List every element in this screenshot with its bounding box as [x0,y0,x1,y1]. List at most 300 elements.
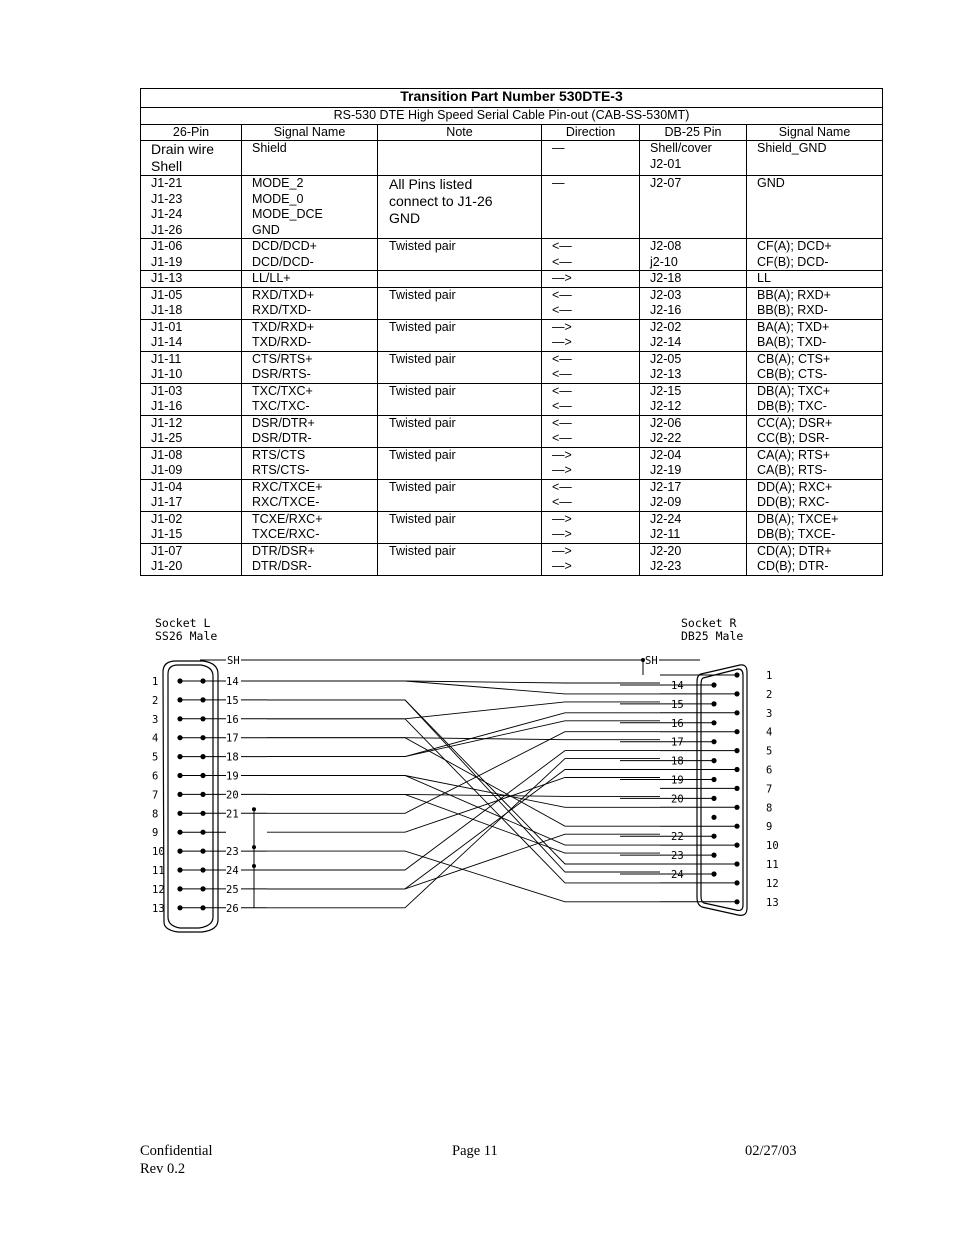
pin-26-line: J1-11 [151,351,182,366]
signal-name-2-line: DB(A); TXCE+ [757,511,839,526]
cell-pin-26 [141,383,242,415]
cell-direction [542,383,640,415]
right-row-number: 9 [766,821,773,834]
cell-note [378,176,542,239]
db25-pin-line: J2-06 [650,415,682,430]
left-bridge-dot [252,864,256,868]
cell-note [378,141,542,176]
direction-line: —> [552,543,572,558]
cell-pin-26 [141,479,242,511]
left-wire-label: 15 [226,694,239,707]
db25-pin-line: J2-03 [650,287,682,302]
column-header-note: Note [378,124,542,141]
pin-26-line: J1-21 [151,176,183,190]
direction-line: —> [552,271,572,285]
signal-name-line: GND [252,222,280,237]
cell-pin-26 [141,543,242,575]
cell-note [378,511,542,543]
table-row [141,141,883,176]
cell-signal-name-2 [747,511,883,543]
signal-name-line: TCXE/RXC+ [252,511,323,526]
cell-signal-name-2 [747,271,883,288]
signal-wire [267,681,660,683]
signal-name-2-line: CA(B); RTS- [757,463,827,477]
right-row-number: 6 [766,764,773,777]
note-line: Twisted pair [389,415,456,430]
table-row [141,271,883,288]
signal-name-2-line: Shield_GND [757,141,827,155]
column-header-signal-name-2: Signal Name [747,124,883,141]
cell-direction [542,141,640,176]
right-socket-title: Socket R [681,616,737,630]
signal-name-2-line: CD(A); DTR+ [757,543,832,558]
signal-name-line: DSR/DTR+ [252,415,315,430]
table-row [141,543,883,575]
signal-name-2-line: BA(A); TXD+ [757,319,830,334]
cell-signal-name [242,479,378,511]
left-row-number: 5 [152,751,159,764]
note-line: Twisted pair [389,351,456,366]
signal-name-2-line: CC(A); DSR+ [757,415,833,430]
cell-db25-pin [640,271,747,288]
direction-line: —> [552,527,572,541]
signal-name-line: RXC/TXCE- [252,495,320,509]
db25-pin-line: J2-22 [650,431,682,445]
shield-label-right: SH [645,655,658,667]
table-row [141,351,883,383]
left-wire-label: 19 [226,770,239,783]
cell-direction [542,479,640,511]
signal-name-line: TXCE/RXC- [252,527,320,541]
table-row [141,239,883,271]
cell-signal-name-2 [747,415,883,447]
signal-name-2-line: BB(A); RXD+ [757,287,831,302]
db25-pin-line: Shell/cover [650,141,712,155]
signal-wire [267,834,660,889]
table-row [141,447,883,479]
right-connector [697,665,747,915]
signal-name-line: RTS/CTS [252,447,306,462]
note-line: All Pins listed [389,176,473,192]
left-socket-subtitle: SS26 Male [155,629,218,643]
signal-name-line: MODE_2 [252,176,304,190]
cell-note [378,479,542,511]
signal-wire [267,778,660,833]
left-wire-label: 17 [226,732,239,745]
cell-note [378,543,542,575]
cell-signal-name-2 [747,176,883,239]
db25-pin-line: J2-05 [650,351,682,366]
left-wire-label: 16 [226,713,239,726]
cell-signal-name [242,141,378,176]
signal-name-line: DSR/DTR- [252,431,312,445]
left-wire-label: 26 [226,902,239,915]
left-row-number: 11 [152,865,165,877]
direction-line: <— [552,351,572,366]
direction-line: —> [552,319,572,334]
cell-pin-26 [141,319,242,351]
db25-pin-line: J2-18 [650,271,682,285]
left-row-number: 7 [152,789,159,802]
table-header-row [141,124,883,141]
direction-line: <— [552,367,572,381]
pin-26-line: J1-02 [151,511,183,526]
cell-pin-26 [141,511,242,543]
table-row [141,287,883,319]
signal-name-line: CTS/RTS+ [252,351,313,366]
pin-26-line: J1-18 [151,303,183,317]
cell-signal-name [242,271,378,288]
footer-revision: Rev 0.2 [140,1161,186,1177]
note-line: Twisted pair [389,319,456,334]
footer-date: 02/27/03 [745,1143,797,1159]
db25-pin-line: J2-02 [650,319,682,334]
cell-note [378,287,542,319]
cell-pin-26 [141,239,242,271]
note-line: Twisted pair [389,511,456,526]
signal-name-line: RXD/TXD- [252,303,312,317]
cell-direction [542,447,640,479]
signal-wire [267,776,660,808]
db25-pin-line: J2-13 [650,367,682,381]
db25-pin-line: J2-11 [650,527,681,541]
footer-confidential: Confidential [140,1143,213,1159]
cell-signal-name [242,511,378,543]
note-line: Twisted pair [389,447,456,462]
cell-signal-name-2 [747,447,883,479]
signal-name-2-line: DB(A); TXC+ [757,383,831,398]
cell-note [378,239,542,271]
pin-26-line: J1-25 [151,431,183,445]
cell-pin-26 [141,351,242,383]
column-header-db25-pin: DB-25 Pin [640,124,747,141]
cell-signal-name [242,383,378,415]
db25-pin-line: J2-07 [650,176,682,190]
signal-name-line: TXC/TXC- [252,399,310,413]
signal-wire [267,751,660,870]
signal-wire [267,700,660,872]
cell-signal-name-2 [747,239,883,271]
note-line: GND [389,210,421,226]
cell-direction [542,239,640,271]
cell-db25-pin [640,511,747,543]
right-wire-label: 14 [671,680,684,692]
pin-26-line: J1-10 [151,367,183,381]
note-line: Twisted pair [389,383,456,398]
cell-signal-name [242,351,378,383]
table-row [141,511,883,543]
right-socket-subtitle: DB25 Male [681,629,744,643]
pin-26-line: J1-17 [151,495,183,509]
pin-26-line: J1-26 [151,222,183,237]
pin-26-line: J1-01 [151,319,183,334]
direction-line: —> [552,511,572,526]
pin-26-line: J1-08 [151,447,183,462]
cell-signal-name [242,543,378,575]
signal-name-line: DCD/DCD- [252,254,314,269]
direction-line: <— [552,479,572,494]
left-wire-label: 18 [226,751,239,764]
shield-label-left: SH [227,655,240,667]
left-connector [163,661,218,932]
cell-direction [542,176,640,239]
table-body [141,141,883,576]
cell-note [378,415,542,447]
signal-name-line: TXD/RXD- [252,335,312,349]
cell-db25-pin [640,447,747,479]
db25-pin-line: J2-15 [650,383,682,398]
left-socket-title: Socket L [155,616,211,630]
cell-db25-pin [640,479,747,511]
cell-signal-name-2 [747,141,883,176]
right-wire-label: 24 [671,869,684,881]
footer-page-number: Page 11 [452,1143,498,1159]
cell-signal-name-2 [747,383,883,415]
pin-26-line: J1-14 [151,335,183,349]
table-row [141,415,883,447]
signal-name-2-line: LL [757,271,771,285]
right-wire-label: 16 [671,717,684,730]
cell-note [378,351,542,383]
column-header-direction: Direction [542,124,640,141]
pin-26-line: J1-04 [151,479,183,494]
cell-db25-pin [640,383,747,415]
db25-pin-line: J2-12 [650,399,682,413]
direction-line: <— [552,415,572,430]
cell-pin-26 [141,141,242,176]
direction-line: —> [552,335,572,349]
right-row-number: 3 [766,707,773,720]
signal-name-2-line: BB(B); RXD- [757,303,828,317]
right-wire-label: 20 [671,793,684,806]
cell-signal-name [242,239,378,271]
signal-wire [267,702,660,719]
direction-line: <— [552,287,572,302]
direction-line: <— [552,383,572,398]
db25-pin-line: J2-04 [650,447,682,462]
db25-pin-line: J2-20 [650,543,682,558]
footer-left [140,1142,213,1178]
db25-pin-line: J2-09 [650,495,682,509]
cell-note [378,383,542,415]
signal-name-line: TXC/TXC+ [252,383,313,398]
cell-signal-name-2 [747,479,883,511]
signal-wire [267,794,660,853]
signal-name-2-line: DD(B); RXC- [757,495,830,509]
signal-name-2-line: CC(B); DSR- [757,431,830,445]
signal-name-2-line: DD(A); RXC+ [757,479,833,494]
left-wire-label: 23 [226,846,239,859]
right-row-number: 10 [766,840,779,853]
db25-pin-line: J2-01 [650,156,682,171]
table-title: Transition Part Number 530DTE-3 [141,89,883,108]
right-row-number: 7 [766,783,773,796]
signal-name-line: DTR/DSR- [252,559,312,573]
cell-direction [542,543,640,575]
pin-26-line: J1-07 [151,543,183,558]
pin-26-line: Drain wire [151,141,215,157]
left-row-number: 4 [152,732,159,745]
pinout-table [140,88,883,576]
cell-note [378,447,542,479]
right-row-number: 2 [766,688,773,701]
right-wire-label: 17 [671,736,684,749]
signal-name-line: LL/LL+ [252,271,291,285]
wires [200,658,700,908]
signal-name-line: MODE_DCE [252,207,323,221]
cell-db25-pin [640,351,747,383]
pin-26-line: J1-20 [151,559,183,573]
direction-line: <— [552,399,572,413]
right-row-number: 8 [766,802,773,815]
direction-line: — [552,176,565,190]
right-row-number: 13 [766,896,779,909]
pin-26-line: J1-15 [151,527,183,541]
signal-name-line: DTR/DSR+ [252,543,315,558]
db25-pin-line: J2-23 [650,559,682,573]
cell-note [378,319,542,351]
db25-pin-line: J2-19 [650,463,682,477]
left-row-number: 6 [152,770,159,783]
cell-signal-name-2 [747,543,883,575]
signal-name-line: MODE_0 [252,191,304,206]
cell-direction [542,511,640,543]
signal-name-line: Shield [252,141,287,155]
cell-pin-26 [141,271,242,288]
table-subtitle: RS-530 DTE High Speed Serial Cable Pin-out (CAB-SS-530MT) [141,108,883,125]
cell-signal-name [242,447,378,479]
cell-direction [542,271,640,288]
table-row [141,176,883,239]
cell-signal-name [242,287,378,319]
pin-26-line: Shell [151,158,183,174]
signal-name-2-line: CD(B); DTR- [757,559,829,573]
signal-name-line: DSR/RTS- [252,367,311,381]
cell-direction [542,415,640,447]
pin-26-line: J1-05 [151,287,183,302]
signal-name-line: RXD/TXD+ [252,287,315,302]
column-header-signal-name: Signal Name [242,124,378,141]
pin-26-line: J1-19 [151,254,183,269]
signal-name-line: DCD/DCD+ [252,239,317,253]
wiring-diagram [140,610,800,935]
direction-line: <— [552,254,572,269]
cell-pin-26 [141,176,242,239]
left-bridge-dot [252,845,256,849]
pin-26-line: J1-09 [151,463,183,477]
signal-wire [267,700,660,864]
left-row-number: 8 [152,808,159,821]
table-row [141,479,883,511]
cell-signal-name [242,415,378,447]
direction-line: —> [552,447,572,462]
cell-pin-26 [141,287,242,319]
cell-note [378,271,542,288]
right-pin-dot [711,815,716,820]
right-wire-label: 15 [671,698,684,711]
direction-line: <— [552,495,572,509]
right-row-number: 11 [766,859,779,871]
cell-db25-pin [640,239,747,271]
left-row-number: 12 [152,883,165,896]
signal-wire [267,776,660,846]
signal-name-2-line: DB(B); TXCE- [757,527,836,541]
direction-line: — [552,141,565,155]
pin-26-line: J1-24 [151,207,183,221]
cell-signal-name [242,319,378,351]
signal-name-2-line: CF(B); DCD- [757,254,829,269]
direction-line: <— [552,303,572,317]
db25-pin-line: J2-08 [650,239,682,253]
note-line: Twisted pair [389,239,456,253]
signal-name-2-line: CF(A); DCD+ [757,239,832,253]
signal-name-2-line: CA(A); RTS+ [757,447,831,462]
note-line: Twisted pair [389,543,456,558]
direction-line: <— [552,239,572,253]
db25-pin-line: J2-17 [650,479,682,494]
pin-26-line: J1-23 [151,191,183,206]
right-row-number: 12 [766,877,779,890]
signal-name-2-line: BA(B); TXD- [757,335,827,349]
left-pins [177,678,267,910]
pin-26-line: J1-03 [151,383,183,398]
right-wire-label: 23 [671,850,684,863]
pin-26-line: J1-16 [151,399,183,413]
signal-wire [267,713,660,757]
table-row [141,319,883,351]
direction-line: <— [552,431,572,445]
db25-pin-line: J2-16 [650,303,682,317]
left-wire-label: 20 [226,789,239,802]
cell-db25-pin [640,543,747,575]
right-wire-label: 19 [671,774,684,787]
pin-26-line: J1-13 [151,271,183,285]
cell-db25-pin [640,415,747,447]
left-wire-label: 24 [226,865,239,877]
cell-signal-name [242,176,378,239]
left-bridge-dot [252,807,256,811]
right-row-number: 5 [766,745,773,758]
signal-name-line: RXC/TXCE+ [252,479,323,494]
note-line: Twisted pair [389,287,456,302]
direction-line: —> [552,463,572,477]
left-row-number: 2 [152,694,159,707]
direction-line: —> [552,559,572,573]
left-wire-label: 21 [226,808,239,821]
signal-name-2-line: CB(A); CTS+ [757,351,831,366]
cell-direction [542,319,640,351]
db25-pin-line: J2-24 [650,511,682,526]
cell-direction [542,351,640,383]
cell-db25-pin [640,176,747,239]
column-header-26-pin: 26-Pin [141,124,242,141]
note-line: Twisted pair [389,479,456,494]
left-row-number: 9 [152,827,159,840]
signal-wire [267,759,660,908]
db25-pin-line: J2-14 [650,335,682,349]
table-row [141,383,883,415]
right-wire-label: 18 [671,755,684,768]
right-row-number: 4 [766,726,773,739]
left-row-number: 1 [152,676,159,688]
cell-signal-name-2 [747,351,883,383]
cell-signal-name-2 [747,287,883,319]
cell-direction [542,287,640,319]
cell-db25-pin [640,319,747,351]
cell-signal-name-2 [747,319,883,351]
left-wire-label: 25 [226,883,239,896]
db25-pin-line: j2-10 [650,254,678,269]
